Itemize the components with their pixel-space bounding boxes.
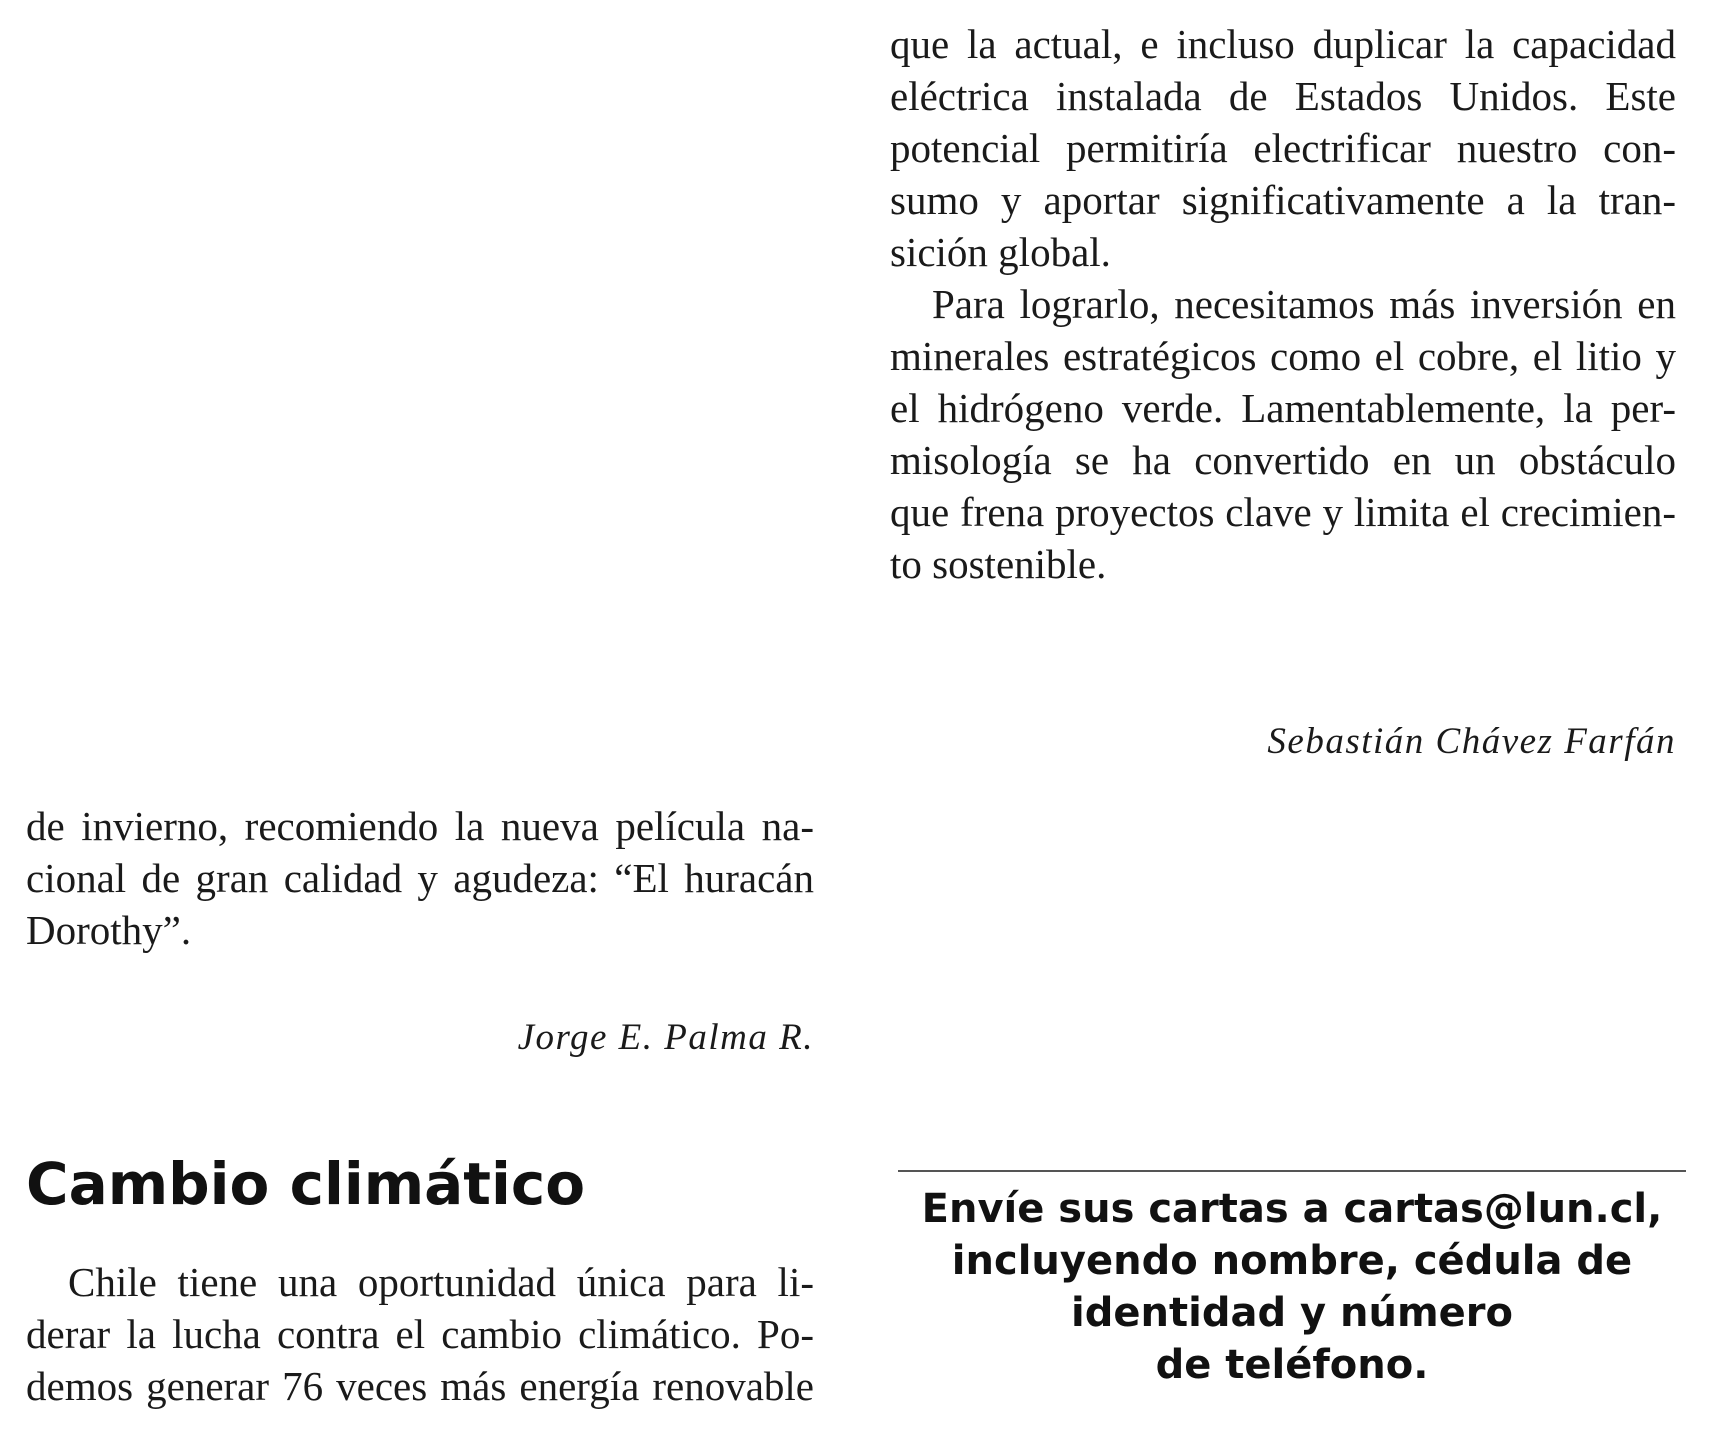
body-text: derar la lucha contra el cambio climático. Po- [26,1311,814,1357]
body-line [26,800,814,852]
notice-line: identidad y número [1071,1290,1513,1336]
notice-line: incluyendo nombre, cédula de [951,1238,1633,1284]
body-line [890,538,1676,590]
letter-heading: Cambio climático [26,1150,586,1218]
notice-line: Envíe sus cartas a cartas@lun.cl, [921,1186,1663,1232]
body-line [890,382,1676,434]
body-text: Para lograrlo, necesitamos más inversión en [932,281,1676,327]
body-line [26,1308,814,1360]
body-line [890,330,1676,382]
body-text: cional de gran calidad y agudeza: “El huracán [26,855,814,901]
body-text: sumo y aportar significativamente a la tran- [890,177,1676,223]
body-line [890,18,1676,70]
body-line [890,70,1676,122]
signature-sebastian: Sebastián Chávez Farfán [1267,721,1676,762]
body-text: sición global. [890,229,1111,275]
body-line [890,226,1676,278]
body-text: Chile tiene una oportunidad única para li- [68,1259,814,1305]
body-text: que frena proyectos clave y limita el crecimien- [890,489,1676,535]
notice-line: de teléfono. [1155,1342,1429,1388]
body-text: que la actual, e incluso duplicar la capacidad [890,21,1676,67]
signature-jorge: Jorge E. Palma R. [517,1017,814,1058]
body-text: to sostenible. [890,541,1107,587]
body-text: potencial permitiría electrificar nuestro con- [890,125,1676,171]
body-text: Dorothy”. [26,907,192,953]
body-text: misología se ha convertido en un obstáculo [890,437,1676,483]
body-line [890,174,1676,226]
body-line [26,904,814,956]
body-line [26,852,814,904]
body-text: minerales estratégicos como el cobre, el litio y [890,333,1676,379]
body-text: el hidrógeno verde. Lamentablemente, la per- [890,385,1676,431]
body-line [68,1256,814,1308]
submission-notice [898,1183,1686,1391]
body-text: de invierno, recomiendo la nueva película na- [26,803,814,849]
body-line [26,1360,814,1412]
body-text: eléctrica instalada de Estados Unidos. Este [890,73,1676,119]
body-line [890,434,1676,486]
body-line [932,278,1676,330]
body-line [890,486,1676,538]
section-divider [898,1170,1686,1172]
body-line [890,122,1676,174]
body-text: demos generar 76 veces más energía renovable [26,1363,814,1409]
